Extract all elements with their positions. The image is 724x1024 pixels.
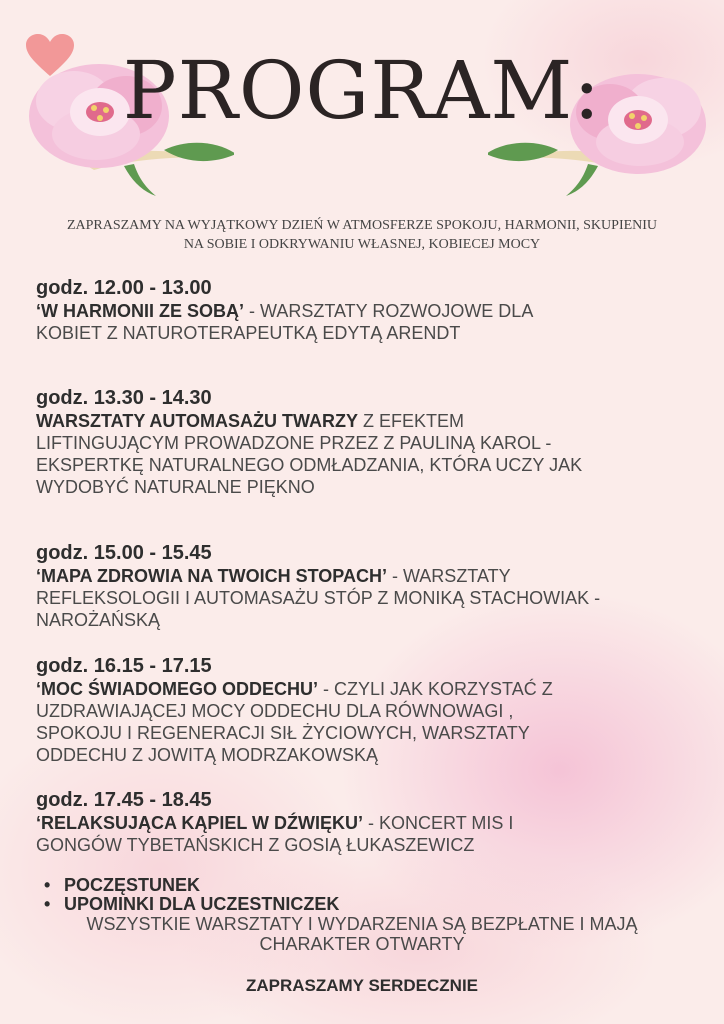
session-text: - KONCERT MIS I bbox=[363, 813, 514, 833]
list-item bbox=[44, 876, 339, 895]
session-text: - WARSZTATY bbox=[386, 566, 511, 586]
schedule-item bbox=[36, 386, 708, 498]
session-time: godz. 13.30 - 14.30 bbox=[36, 387, 212, 409]
intro-text bbox=[14, 216, 710, 254]
session-description bbox=[36, 565, 708, 631]
session-title: ‘MOC ŚWIADOMEGO ODDECHU’ bbox=[36, 679, 318, 699]
session-description bbox=[36, 678, 708, 766]
session-text: REFLEKSOLOGII I AUTOMASAŻU STÓP Z MONIKĄ STACHOWIAK - bbox=[36, 588, 601, 608]
list-item-label: UPOMINKI DLA UCZESTNICZEK bbox=[64, 894, 340, 914]
session-text: KOBIET Z NATUROTERAPEUTKĄ EDYTĄ ARENDT bbox=[36, 323, 461, 343]
list-item-label: POCZĘSTUNEK bbox=[64, 875, 201, 895]
closing-line: WSZYSTKIE WARSZTATY I WYDARZENIA SĄ BEZPŁATNE I MAJĄ bbox=[86, 914, 638, 934]
closing-line: CHARAKTER OTWARTY bbox=[259, 934, 465, 954]
schedule-item bbox=[36, 788, 708, 856]
session-title: ‘RELAKSUJĄCA KĄPIEL W DŹWIĘKU’ bbox=[36, 813, 364, 833]
session-text: GONGÓW TYBETAŃSKICH Z GOSIĄ ŁUKASZEWICZ bbox=[36, 835, 475, 855]
session-text: UZDRAWIAJĄCEJ MOCY ODDECHU DLA RÓWNOWAGI , bbox=[36, 701, 514, 721]
session-time: godz. 15.00 - 15.45 bbox=[36, 542, 212, 564]
session-text: - CZYLI JAK KORZYSTAĆ Z bbox=[318, 679, 553, 699]
session-title: WARSZTATY AUTOMASAŻU TWARZY bbox=[36, 411, 358, 431]
session-time: godz. 12.00 - 13.00 bbox=[36, 277, 212, 299]
list-item bbox=[44, 895, 339, 914]
schedule-item bbox=[36, 654, 708, 766]
session-time: godz. 16.15 - 17.15 bbox=[36, 655, 212, 677]
session-text: SPOKOJU I REGENERACJI SIŁ ŻYCIOWYCH, WARSZTATY bbox=[36, 723, 530, 743]
session-text: NAROŻAŃSKĄ bbox=[36, 610, 161, 630]
session-text: WYDOBYĆ NATURALNE PIĘKNO bbox=[36, 477, 315, 497]
bullet-icon: • bbox=[44, 894, 51, 914]
schedule-item bbox=[36, 541, 708, 631]
bullet-icon: • bbox=[44, 875, 51, 895]
session-description bbox=[36, 410, 708, 498]
session-text: EKSPERTKĘ NATURALNEGO ODMŁADZANIA, KTÓRA UCZY JAK bbox=[36, 455, 583, 475]
session-description bbox=[36, 812, 708, 856]
session-time: godz. 17.45 - 18.45 bbox=[36, 789, 212, 811]
final-invitation: ZAPRASZAMY SERDECZNIE bbox=[245, 976, 479, 995]
session-description bbox=[36, 300, 708, 344]
intro-line: NA SOBIE I ODKRYWANIU WŁASNEJ, KOBIECEJ MOCY bbox=[183, 237, 541, 252]
schedule-item bbox=[36, 276, 708, 344]
intro-line: ZAPRASZAMY NA WYJĄTKOWY DZIEŃ W ATMOSFERZE SPOKOJU, HARMONII, SKUPIENIU bbox=[66, 218, 658, 233]
session-text: Z EFEKTEM bbox=[357, 411, 464, 431]
session-text: ODDECHU Z JOWITĄ MODRZAKOWSKĄ bbox=[36, 745, 378, 765]
session-text: - WARSZTATY ROZWOJOWE DLA bbox=[244, 301, 534, 321]
session-title: ‘W HARMONII ZE SOBĄ’ bbox=[36, 301, 244, 321]
page-title: PROGRAM: bbox=[122, 44, 602, 137]
session-text: LIFTINGUJĄCYM PROWADZONE PRZEZ Z PAULINĄ KAROL - bbox=[36, 433, 552, 453]
extras-list bbox=[44, 876, 339, 914]
session-title: ‘MAPA ZDROWIA NA TWOICH STOPACH’ bbox=[36, 566, 387, 586]
closing-note bbox=[0, 914, 724, 954]
